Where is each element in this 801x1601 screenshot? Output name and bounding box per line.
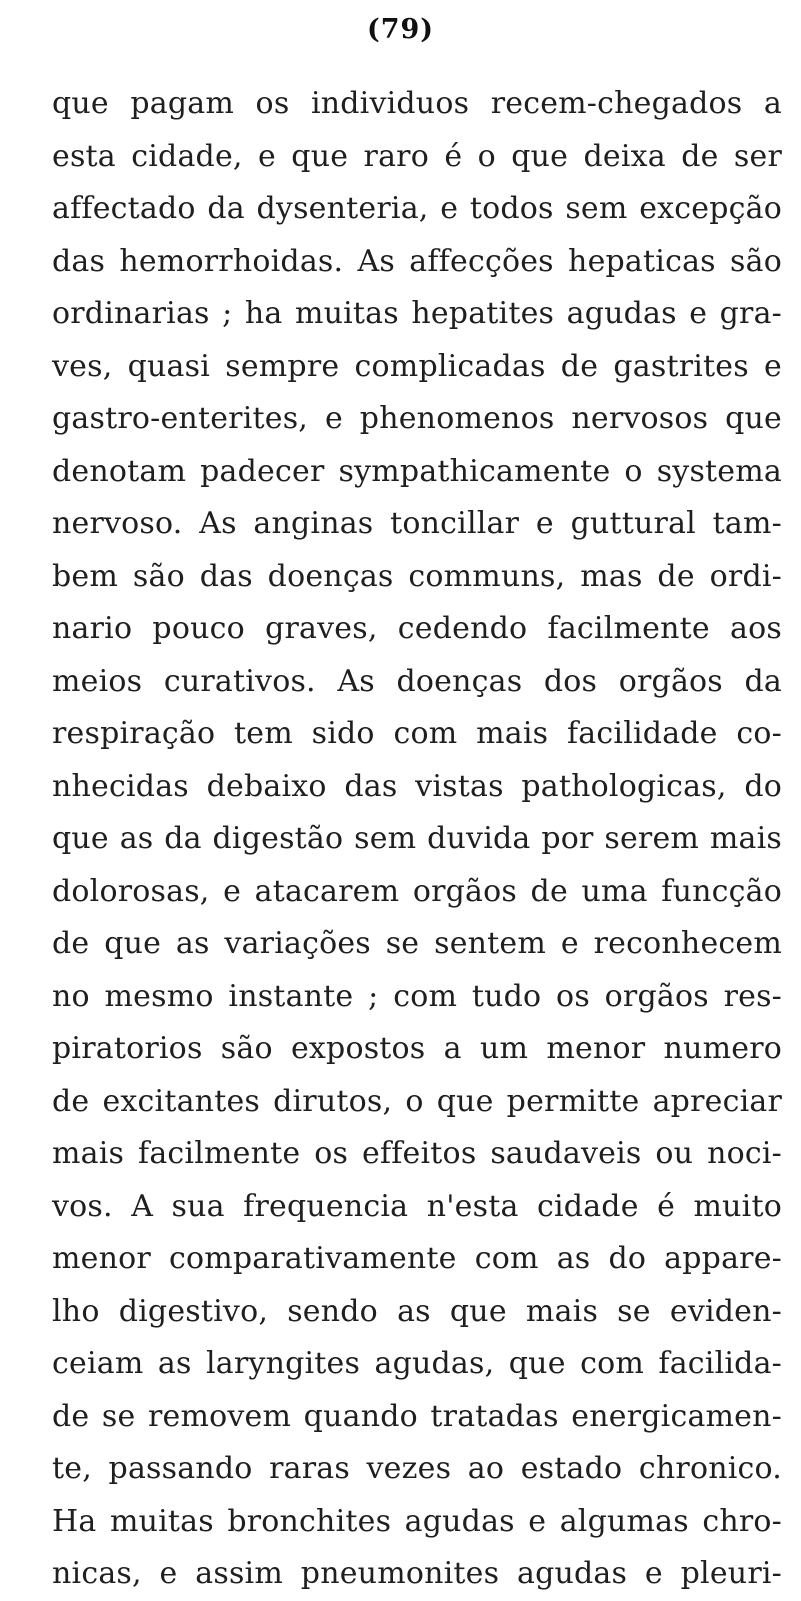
text-line: esta cidade, e que raro é o que deixa de ser [52,138,782,174]
text-line: ceiam as laryngites agudas, que com facilida- [52,1346,782,1381]
body-text [52,78,782,1601]
text-line: respiração tem sido com mais facilidade co- [52,716,782,751]
text-line: das hemorrhoidas. As affecções hepaticas são [52,243,782,279]
text-line: nicas, e assim pneumonites agudas e pleuri- [52,1556,782,1591]
text-line: de excitantes dirutos, o que permitte apreciar [52,1083,782,1119]
page-number: (79) [366,14,435,45]
text-line: te, passando raras vezes ao estado chronico. [52,1451,782,1486]
text-line: que as da digestão sem duvida por serem mais [52,821,782,856]
text-line: vos. A sua frequencia n'esta cidade é muito [52,1188,782,1224]
text-line: que pagam os individuos recem-chegados a [52,86,782,121]
text-line: ves, quasi sempre complicadas de gastrites e [52,348,782,384]
text-line: lho digestivo, sendo as que mais se eviden- [52,1293,782,1329]
text-line: ordinarias ; ha muitas hepatites agudas e gra- [52,296,782,331]
text-line: bem são das doenças communs, mas de ordi- [52,558,782,594]
text-line: denotam padecer sympathicamente o systema [52,453,782,489]
text-line: mais facilmente os effeitos saudaveis ou noci- [52,1136,782,1171]
text-line: nervoso. As anginas toncillar e guttural tam- [52,506,782,541]
text-line: no mesmo instante ; com tudo os orgãos res- [52,978,782,1014]
text-line: nario pouco graves, cedendo facilmente aos [52,611,782,646]
text-line: de que as variações se sentem e reconhecem [52,926,782,961]
text-line: Ha muitas bronchites agudas e algumas chro- [52,1503,782,1539]
text-line: nhecidas debaixo das vistas pathologicas, do [52,768,782,804]
text-line: gastro-enterites, e phenomenos nervosos que [52,401,782,436]
text-line: affectado da dysenteria, e todos sem excepção [52,191,782,226]
text-line: dolorosas, e atacarem orgãos de uma funcção [52,873,782,909]
text-line: meios curativos. As doenças dos orgãos da [52,663,782,699]
text-line: de se removem quando tratadas energicamen- [52,1398,782,1434]
text-line: piratorios são expostos a um menor numero [52,1031,782,1066]
text-line: menor comparativamente com as do appare- [52,1241,782,1276]
